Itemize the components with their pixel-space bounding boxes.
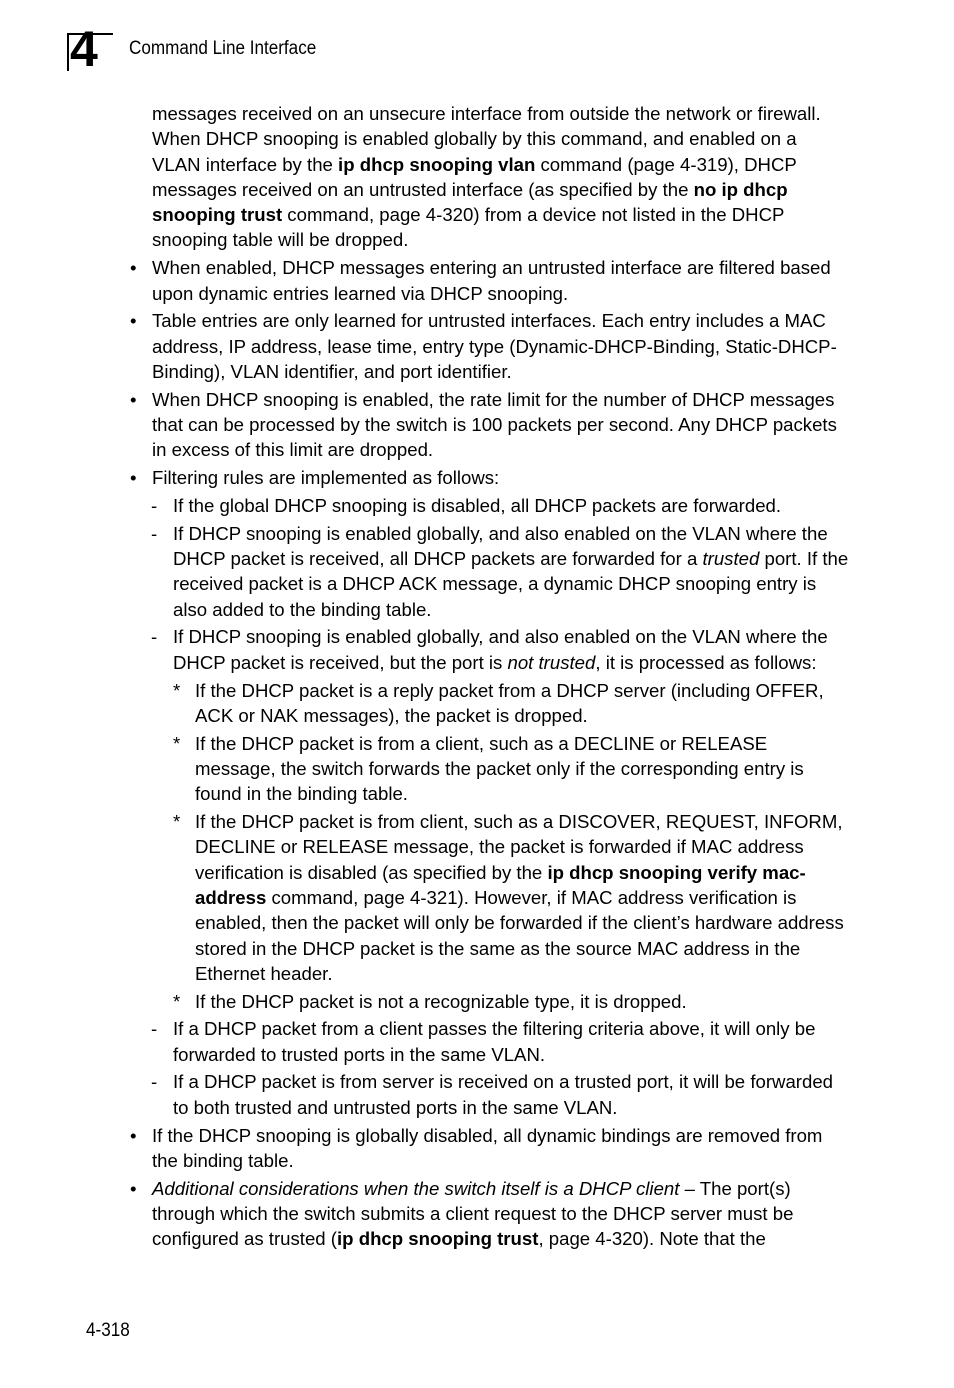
- bullet-mark: •: [130, 388, 137, 410]
- star-mark: *: [173, 990, 181, 1012]
- dash-item: - If the global DHCP snooping is disabled, all DHCP packets are forwarded.: [130, 493, 850, 518]
- bullet-item: • When enabled, DHCP messages entering an untrusted interface are filtered based upon dynamic entries learned via DHCP snooping.: [130, 257, 831, 304]
- bullet-mark: •: [130, 467, 137, 489]
- bullet-mark: •: [130, 257, 137, 279]
- bullet-item: • If the DHCP snooping is globally disabled, all dynamic bindings are removed from the binding table.: [130, 1124, 823, 1171]
- command-ref: no ip dhcp snooping trust: [152, 178, 788, 226]
- dash-mark: -: [151, 494, 158, 516]
- bullet-mark: •: [130, 1124, 137, 1146]
- dash-mark: -: [151, 1018, 158, 1040]
- dash-item: - If DHCP snooping is enabled globally, and also enabled on the VLAN where the DHCP packet is received, but the port is not trusted, it is processed as follows:: [151, 626, 828, 673]
- dash-item: - If a DHCP packet from a client passes the filtering criteria above, it will only be forwarded to trusted ports in the same VLAN.: [151, 1018, 816, 1065]
- star-item: * If the DHCP packet is not a recognizable type, it is dropped.: [130, 989, 850, 1014]
- dash-mark: -: [151, 626, 158, 648]
- running-title: Command Line Interface: [129, 38, 317, 59]
- bullet-item: • Table entries are only learned for untrusted interfaces. Each entry includes a MAC address, IP address, lease time, entry type (Dynamic-DHCP-Binding, Static-DHCP-Binding), VLAN identifier, and port identifier.: [130, 310, 837, 382]
- command-ref: ip dhcp snooping vlan: [338, 153, 536, 175]
- star-mark: *: [173, 811, 181, 833]
- star-mark: *: [173, 679, 181, 701]
- command-ref: ip dhcp snooping trust: [337, 1228, 539, 1250]
- chapter-number: 4: [70, 21, 97, 77]
- star-mark: *: [173, 732, 181, 754]
- dash-item: - If a DHCP packet is from server is received on a trusted port, it will be forwarded to both trusted and untrusted ports in the same VLAN.: [151, 1071, 833, 1118]
- star-item: * If the DHCP packet is from client, such as a DISCOVER, REQUEST, INFORM, DECLINE or RELEASE message, the packet is forwarded if MAC address verification is disabled (as specified by the ip dhcp snooping verify mac-address command, page 4-321). However, if MAC address verification is enabled, then the packet will only be forwarded if the client’s hardware address stored in the DHCP packet is the same as the source MAC address in the Ethernet header.: [173, 811, 844, 984]
- bullet-item: • When DHCP snooping is enabled, the rate limit for the number of DHCP messages that can be processed by the switch is 100 packets per second. Any DHCP packets in excess of this limit are dropped.: [130, 388, 837, 461]
- star-item: * If the DHCP packet is from a client, such as a DECLINE or RELEASE message, the switch forwards the packet only if the corresponding entry is found in the binding table.: [173, 732, 804, 805]
- dash-mark: -: [151, 522, 158, 544]
- bullet-item: • Filtering rules are implemented as follows:: [130, 465, 850, 490]
- intro-paragraph: messages received on an unsecure interface from outside the network or firewall. When DHCP snooping is enabled globally by this command, and enabled on a VLAN interface by the ip dhcp snooping vlan command (page 4-319), DHCP messages received on an untrusted interface (as specified by the no ip dhcp snooping trust command, page 4-320) from a device not listed in the DHCP snooping table will be dropped.: [152, 103, 821, 251]
- bullet-item: • Additional considerations when the switch itself is a DHCP client – The port(s) through which the switch submits a client request to the DHCP server must be configured as trusted (ip dhcp snooping trust, page 4-320). Note that the: [130, 1177, 794, 1250]
- command-ref: ip dhcp snooping verify mac-address: [195, 861, 806, 908]
- star-item: * If the DHCP packet is a reply packet from a DHCP server (including OFFER, ACK or NAK messages), the packet is dropped.: [173, 679, 824, 726]
- page-number: 4-318: [86, 1320, 130, 1341]
- bullet-mark: •: [130, 1177, 137, 1199]
- dash-item: - If DHCP snooping is enabled globally, and also enabled on the VLAN where the DHCP packet is received, all DHCP packets are forwarded for a trusted port. If the received packet is a DHCP ACK message, a dynamic DHCP snooping entry is also added to the binding table.: [151, 522, 849, 620]
- bullet-mark: •: [130, 310, 137, 332]
- page-body: [130, 101, 850, 1254]
- dash-mark: -: [151, 1071, 158, 1093]
